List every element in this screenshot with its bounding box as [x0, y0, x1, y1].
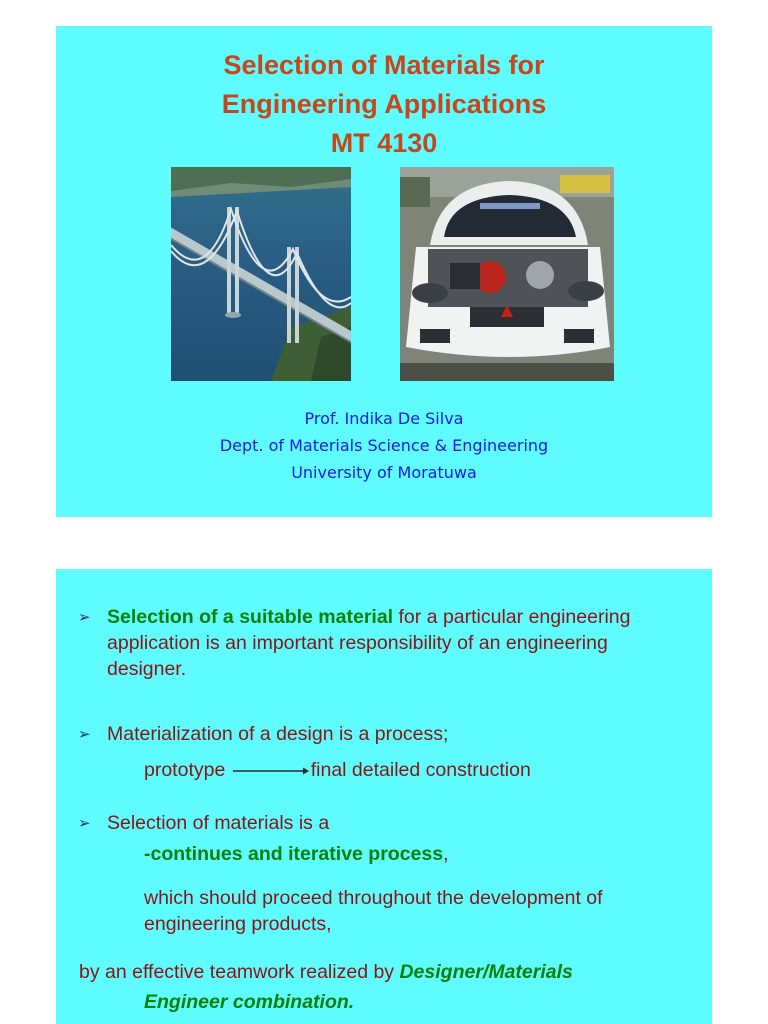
closing-highlight: Designer/Materials [399, 961, 573, 983]
title-line-3: MT 4130 [330, 128, 438, 158]
university-name: University of Moratuwa [291, 463, 477, 482]
bullet-2-text: Materialization of a design is a process; [107, 723, 449, 745]
title-line-2: Engineering Applications [221, 89, 547, 119]
prototype-to-construction [144, 757, 531, 783]
arrow-bullet-icon: ➢ [78, 726, 91, 743]
suspension-bridge-photo [171, 167, 351, 381]
bullet-3-comma: , [443, 843, 449, 865]
bullet-1-highlight: Selection of a suitable material [107, 606, 394, 628]
race-car-photo [400, 167, 614, 381]
closing-highlight-2: Engineer combination. [144, 991, 355, 1013]
bullet-3-subline [144, 841, 449, 867]
bullet-1-rest: for a particular engineering [393, 606, 631, 628]
title-slide [56, 26, 712, 517]
bullet-3-highlight: -continues and iterative process [144, 843, 444, 865]
closing-line-2 [144, 989, 354, 1015]
title-line-1: Selection of Materials for [223, 50, 545, 80]
department-name: Dept. of Materials Science & Engineering [219, 436, 549, 455]
arrow-bullet-icon: ➢ [78, 815, 91, 832]
flow-to: final detailed construction [310, 759, 531, 781]
content-slide [56, 569, 712, 1024]
bullet-1-line-2: application is an important responsibility of an engineering [107, 632, 608, 654]
right-arrow-icon [233, 766, 309, 776]
flow-from: prototype [144, 759, 226, 781]
bullet-1-text [107, 604, 707, 682]
bullet-3-text: Selection of materials is a [107, 812, 330, 834]
arrow-bullet-icon: ➢ [78, 609, 91, 626]
author-name: Prof. Indika De Silva [304, 409, 464, 428]
author-credits [56, 405, 712, 486]
bullet-3-continuation [144, 885, 704, 937]
bullet-1-line-3: designer. [107, 658, 187, 680]
bullet-3-line-4: engineering products, [144, 913, 332, 935]
slide-title [56, 46, 712, 163]
closing-text [79, 959, 709, 985]
bullet-3-line-3: which should proceed throughout the development of [144, 887, 603, 909]
closing-prefix: by an effective teamwork realized by [79, 961, 400, 983]
